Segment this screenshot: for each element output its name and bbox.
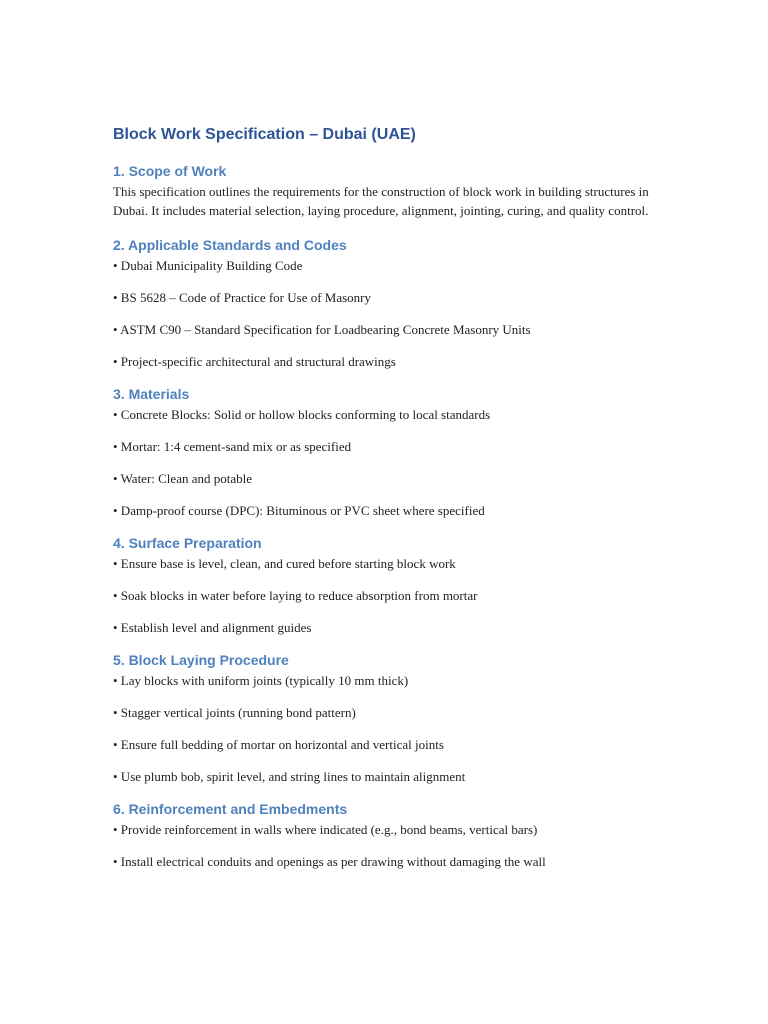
- section-heading: 1. Scope of Work: [113, 163, 227, 179]
- section-block-laying-procedure: [113, 649, 673, 786]
- list-item: • Dubai Municipality Building Code: [113, 258, 303, 273]
- list-item: • Use plumb bob, spirit level, and string lines to maintain alignment: [113, 769, 466, 784]
- section-heading: 3. Materials: [113, 386, 190, 402]
- list-item: • Provide reinforcement in walls where indicated (e.g., bond beams, vertical bars): [113, 822, 538, 837]
- section-heading: 5. Block Laying Procedure: [113, 652, 289, 668]
- list-item: • BS 5628 – Code of Practice for Use of Masonry: [113, 290, 372, 305]
- list-item: • Water: Clean and potable: [113, 471, 252, 486]
- list-item: • Concrete Blocks: Solid or hollow blocks conforming to local standards: [113, 407, 491, 422]
- section-reinforcement-and-embedments: [113, 798, 673, 871]
- list-item: • Damp-proof course (DPC): Bituminous or PVC sheet where specified: [113, 503, 485, 518]
- section-scope-of-work: [113, 160, 673, 220]
- section-heading: 6. Reinforcement and Embedments: [113, 801, 348, 817]
- list-item: • Ensure base is level, clean, and cured before starting block work: [113, 556, 456, 571]
- section-surface-preparation: [113, 532, 673, 637]
- list-item: • Establish level and alignment guides: [113, 620, 312, 635]
- section-materials: [113, 383, 673, 520]
- list-item: • ASTM C90 – Standard Specification for Loadbearing Concrete Masonry Units: [113, 322, 531, 337]
- section-heading: 4. Surface Preparation: [113, 535, 262, 551]
- list-item: • Ensure full bedding of mortar on horizontal and vertical joints: [113, 737, 444, 752]
- section-heading: 2. Applicable Standards and Codes: [113, 237, 347, 253]
- list-item: • Install electrical conduits and openings as per drawing without damaging the wall: [113, 854, 546, 869]
- list-item: • Soak blocks in water before laying to reduce absorption from mortar: [113, 588, 478, 603]
- list-item: • Lay blocks with uniform joints (typically 10 mm thick): [113, 673, 409, 688]
- list-item: • Stagger vertical joints (running bond pattern): [113, 705, 356, 720]
- section-standards-and-codes: [113, 234, 673, 371]
- list-item: • Mortar: 1:4 cement-sand mix or as specified: [113, 439, 352, 454]
- document-page: [113, 124, 673, 883]
- section-paragraph: This specification outlines the requirements for the construction of block work in building structures in Dubai. It includes material selection, laying procedure, alignment, jointing, curing, and quality control.: [113, 184, 649, 218]
- list-item: • Project-specific architectural and structural drawings: [113, 354, 396, 369]
- document-title: Block Work Specification – Dubai (UAE): [113, 126, 416, 143]
